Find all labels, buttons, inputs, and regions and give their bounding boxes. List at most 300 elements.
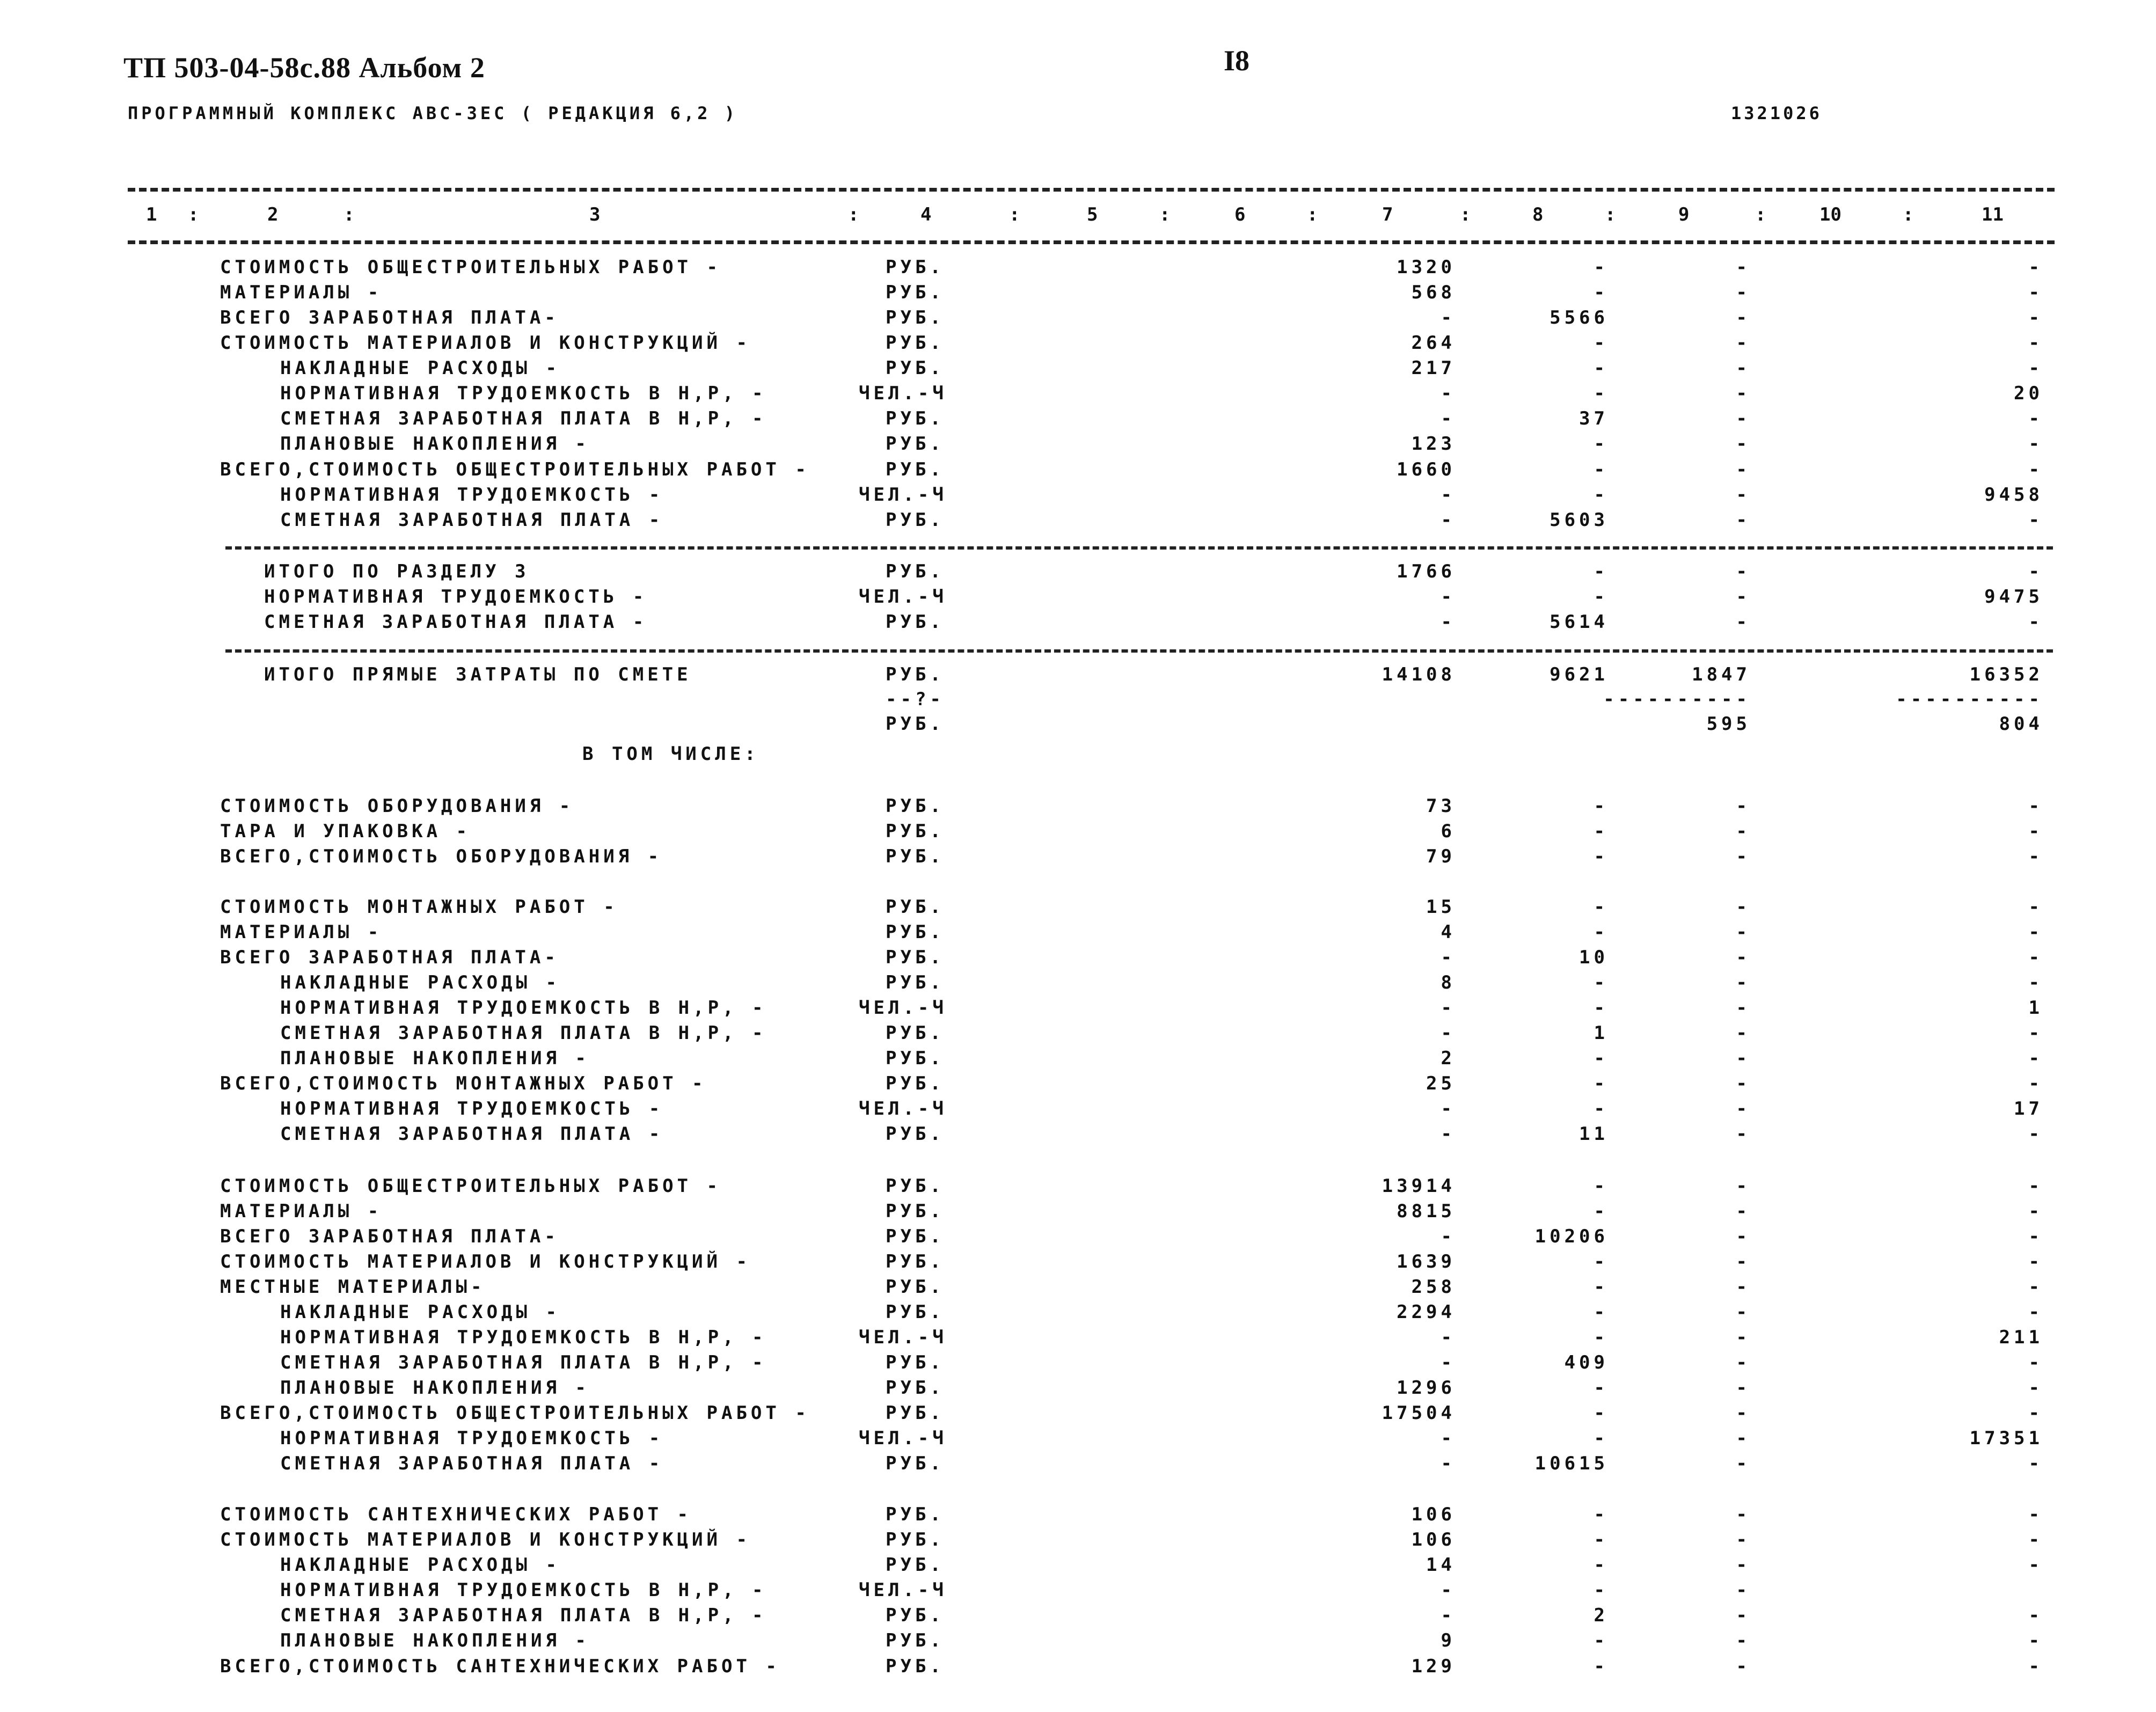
row-description: НАКЛАДНЫЕ РАСХОДЫ - (280, 357, 560, 379)
cell-col9: - (1736, 1554, 1751, 1576)
cell-col7: 13914 (1382, 1175, 1456, 1197)
table-row (0, 1251, 2156, 1276)
row-description: ВСЕГО,СТОИМОСТЬ МОНТАЖНЫХ РАБОТ - (220, 1073, 707, 1094)
col-header-4: 4 (920, 204, 932, 225)
row-unit: РУБ. (886, 1073, 945, 1094)
cell-col8: - (1594, 1630, 1609, 1651)
cell-col8: - (1594, 997, 1609, 1019)
row-unit: РУБ. (886, 1554, 945, 1576)
cell-col7: - (1441, 383, 1456, 404)
cell-col7: 129 (1411, 1656, 1456, 1677)
cell-col7: - (1441, 307, 1456, 328)
cell-col7: - (1441, 1123, 1456, 1145)
row-unit: РУБ. (886, 561, 945, 582)
cell-col7: 1320 (1397, 257, 1456, 278)
cell-col8: 9621 (1550, 664, 1609, 685)
col-header-7: 7 (1382, 204, 1393, 225)
cell-col8: - (1594, 795, 1609, 817)
cell-col11: - (2028, 1201, 2043, 1222)
col-header-5: 5 (1087, 204, 1098, 225)
cell-col11: 804 (1999, 713, 2043, 735)
cell-col11: - (2028, 1453, 2043, 1474)
cell-col9: - (1736, 1123, 1751, 1145)
row-description: МАТЕРИАЛЫ - (220, 921, 383, 943)
row-description: СМЕТНАЯ ЗАРАБОТНАЯ ПЛАТА В Н,Р, - (280, 1352, 767, 1373)
cell-col11: - (2028, 459, 2043, 480)
cell-col7: - (1441, 1098, 1456, 1120)
cell-col9: - (1736, 1022, 1751, 1044)
row-description: СТОИМОСТЬ ОБЩЕСТРОИТЕЛЬНЫХ РАБОТ - (220, 257, 721, 278)
cell-col9: ---------- (1603, 689, 1751, 710)
row-description: СМЕТНАЯ ЗАРАБОТНАЯ ПЛАТА - (280, 1453, 664, 1474)
cell-col7: 8815 (1397, 1201, 1456, 1222)
cell-col8: 409 (1564, 1352, 1609, 1373)
cell-col7: - (1441, 586, 1456, 608)
cell-col7: 123 (1411, 433, 1456, 455)
cell-col9: - (1736, 357, 1751, 379)
table-row (0, 1453, 2156, 1477)
cell-col8: - (1594, 846, 1609, 867)
cell-col9: - (1736, 1453, 1751, 1474)
table-row (0, 1352, 2156, 1377)
cell-col9: - (1736, 1327, 1751, 1348)
col-header-3: 3 (589, 204, 601, 225)
cell-col9: - (1736, 1175, 1751, 1197)
cell-col8: - (1594, 561, 1609, 582)
cell-col9: - (1736, 383, 1751, 404)
cell-col7: 9 (1441, 1630, 1456, 1651)
cell-col7: - (1441, 1453, 1456, 1474)
cell-col9: - (1736, 1656, 1751, 1677)
cell-col8: - (1594, 921, 1609, 943)
cell-col8: 1 (1594, 1022, 1609, 1044)
row-description: НАКЛАДНЫЕ РАСХОДЫ - (280, 1554, 560, 1576)
table-row (0, 1605, 2156, 1629)
cell-col7: 1296 (1397, 1377, 1456, 1399)
cell-col11: - (2028, 1352, 2043, 1373)
cell-col7: - (1441, 1327, 1456, 1348)
cell-col11: - (2028, 896, 2043, 918)
table-row (0, 713, 2156, 738)
cell-col11: 1 (2028, 997, 2043, 1019)
row-unit: РУБ. (886, 1276, 945, 1298)
table-row (0, 1630, 2156, 1655)
table-row (0, 257, 2156, 281)
cell-col8: - (1594, 1554, 1609, 1576)
cell-col7: - (1441, 997, 1456, 1019)
cell-col8: - (1594, 1175, 1609, 1197)
cell-col9: - (1736, 408, 1751, 429)
cell-col9: - (1736, 1352, 1751, 1373)
table-row (0, 1377, 2156, 1402)
cell-col7: 568 (1411, 282, 1456, 303)
cell-col9: - (1736, 561, 1751, 582)
cell-col9: - (1736, 332, 1751, 354)
table-row (0, 1123, 2156, 1148)
cell-col7: - (1441, 1352, 1456, 1373)
cell-col7: - (1441, 484, 1456, 506)
cell-col7: - (1441, 1022, 1456, 1044)
row-unit: РУБ. (886, 332, 945, 354)
table-row (0, 1529, 2156, 1554)
cell-col9: - (1736, 1251, 1751, 1272)
row-unit: ЧЕЛ.-Ч (859, 997, 947, 1019)
row-description: ПЛАНОВЫЕ НАКОПЛЕНИЯ - (280, 1630, 590, 1651)
row-description: СТОИМОСТЬ МАТЕРИАЛОВ И КОНСТРУКЦИЙ - (220, 332, 751, 354)
cell-col11: 17351 (1969, 1428, 2043, 1449)
table-row (0, 997, 2156, 1022)
cell-col11: - (2028, 1656, 2043, 1677)
cell-col9: - (1736, 257, 1751, 278)
row-description: НАКЛАДНЫЕ РАСХОДЫ - (280, 972, 560, 993)
row-unit: РУБ. (886, 1175, 945, 1197)
col-header-11: 11 (1982, 204, 2004, 225)
cell-col9: - (1736, 972, 1751, 993)
row-description: СТОИМОСТЬ САНТЕХНИЧЕСКИХ РАБОТ - (220, 1504, 692, 1525)
cell-col11: 16352 (1969, 664, 2043, 685)
row-unit: РУБ. (886, 1656, 945, 1677)
cell-col11: - (2028, 972, 2043, 993)
cell-col11: - (2028, 795, 2043, 817)
row-description: ИТОГО ПРЯМЫЕ ЗАТРАТЫ ПО СМЕТЕ (264, 664, 692, 685)
cell-col9: - (1736, 1201, 1751, 1222)
row-description: НОРМАТИВНАЯ ТРУДОЕМКОСТЬ - (280, 484, 664, 506)
cell-col7: 217 (1411, 357, 1456, 379)
row-unit: ЧЕЛ.-Ч (859, 1579, 947, 1601)
cell-col11: - (2028, 1276, 2043, 1298)
cell-col11: - (2028, 1504, 2043, 1525)
row-unit: РУБ. (886, 1352, 945, 1373)
row-unit: ЧЕЛ.-Ч (859, 586, 947, 608)
cell-col8: - (1594, 896, 1609, 918)
cell-col8: - (1594, 1579, 1609, 1601)
row-unit: ЧЕЛ.-Ч (859, 1327, 947, 1348)
cell-col9: 595 (1706, 713, 1751, 735)
cell-col8: 5603 (1550, 509, 1609, 531)
row-unit: РУБ. (886, 408, 945, 429)
row-description: СТОИМОСТЬ МАТЕРИАЛОВ И КОНСТРУКЦИЙ - (220, 1251, 751, 1272)
row-description: СТОИМОСТЬ ОБЩЕСТРОИТЕЛЬНЫХ РАБОТ - (220, 1175, 721, 1197)
cell-col8: - (1594, 1402, 1609, 1424)
cell-col7: 1766 (1397, 561, 1456, 582)
col-header-10: 10 (1819, 204, 1841, 225)
cell-col11: ---------- (1896, 689, 2043, 710)
table-row (0, 1022, 2156, 1047)
cell-col7: 2294 (1397, 1301, 1456, 1323)
row-description: ВСЕГО ЗАРАБОТНАЯ ПЛАТА- (220, 1226, 559, 1247)
cell-col9: 1847 (1692, 664, 1751, 685)
cell-col11: - (2028, 1630, 2043, 1651)
cell-col7: 14108 (1382, 664, 1456, 685)
cell-col11: - (2028, 921, 2043, 943)
cell-col11: - (2028, 947, 2043, 968)
cell-col7: 106 (1411, 1504, 1456, 1525)
row-description: НОРМАТИВНАЯ ТРУДОЕМКОСТЬ - (264, 586, 648, 608)
cell-col11: - (2028, 1301, 2043, 1323)
table-row (0, 408, 2156, 433)
cell-col11: - (2028, 821, 2043, 842)
cell-col7: 1660 (1397, 459, 1456, 480)
row-unit: ЧЕЛ.-Ч (859, 1098, 947, 1120)
cell-col9: - (1736, 821, 1751, 842)
cell-col8: 10615 (1534, 1453, 1609, 1474)
cell-col9: - (1736, 1098, 1751, 1120)
row-unit: РУБ. (886, 1630, 945, 1651)
cell-col9: - (1736, 459, 1751, 480)
document-title: ТП 503-04-58с.88 Альбом 2 (123, 52, 485, 84)
table-row (0, 459, 2156, 484)
cell-col11: - (2028, 332, 2043, 354)
cell-col8: 5566 (1550, 307, 1609, 328)
row-unit: ЧЕЛ.-Ч (859, 484, 947, 506)
cell-col8: - (1594, 459, 1609, 480)
cell-col7: - (1441, 1579, 1456, 1601)
cell-col11: - (2028, 1377, 2043, 1399)
cell-col9: - (1736, 1529, 1751, 1550)
cell-col8: - (1594, 1529, 1609, 1550)
row-unit: РУБ. (886, 821, 945, 842)
cell-col9: - (1736, 921, 1751, 943)
table-row (0, 795, 2156, 820)
cell-col9: - (1736, 1630, 1751, 1651)
cell-col11: - (2028, 1554, 2043, 1576)
table-row (0, 1554, 2156, 1579)
cell-col7: - (1441, 509, 1456, 531)
cell-col8: - (1594, 383, 1609, 404)
row-unit: РУБ. (886, 1453, 945, 1474)
cell-col11: - (2028, 257, 2043, 278)
cell-col11: - (2028, 1048, 2043, 1069)
table-row (0, 664, 2156, 689)
cell-col11: - (2028, 433, 2043, 455)
cell-col11: - (2028, 1605, 2043, 1626)
row-description: СТОИМОСТЬ МАТЕРИАЛОВ И КОНСТРУКЦИЙ - (220, 1529, 751, 1550)
table-row (0, 307, 2156, 332)
cell-col9: - (1736, 997, 1751, 1019)
table-row (0, 1402, 2156, 1427)
row-unit: РУБ. (886, 1251, 945, 1272)
cell-col9: - (1736, 1605, 1751, 1626)
row-unit: РУБ. (886, 1377, 945, 1399)
row-description: ПЛАНОВЫЕ НАКОПЛЕНИЯ - (280, 1048, 590, 1069)
cell-col11: - (2028, 846, 2043, 867)
cell-col7: 2 (1441, 1048, 1456, 1069)
table-row (0, 821, 2156, 845)
cell-col8: 5614 (1550, 611, 1609, 633)
cell-col11: - (2028, 1123, 2043, 1145)
cell-col9: - (1736, 307, 1751, 328)
row-description: СМЕТНАЯ ЗАРАБОТНАЯ ПЛАТА - (280, 509, 664, 531)
cell-col11: 211 (1999, 1327, 2043, 1348)
cell-col7: - (1441, 1428, 1456, 1449)
cell-col7: - (1441, 1226, 1456, 1247)
row-unit: РУБ. (886, 611, 945, 633)
row-unit: ЧЕЛ.-Ч (859, 1428, 947, 1449)
table-row (0, 846, 2156, 870)
row-description: СМЕТНАЯ ЗАРАБОТНАЯ ПЛАТА - (264, 611, 648, 633)
cell-col7: 1639 (1397, 1251, 1456, 1272)
row-description: ВСЕГО,СТОИМОСТЬ ОБЩЕСТРОИТЕЛЬНЫХ РАБОТ - (220, 1402, 810, 1424)
table-row (0, 357, 2156, 382)
cell-col7: 6 (1441, 821, 1456, 842)
table-row (0, 1175, 2156, 1200)
cell-col11: 9475 (1984, 586, 2043, 608)
cell-col8: - (1594, 1377, 1609, 1399)
row-unit: РУБ. (886, 921, 945, 943)
row-description: МЕСТНЫЕ МАТЕРИАЛЫ- (220, 1276, 486, 1298)
cell-col11: - (2028, 1022, 2043, 1044)
program-subtitle: ПРОГРАММНЫЙ КОМПЛЕКС АВС-ЗЕС ( РЕДАКЦИЯ 6,2 ) (128, 103, 738, 123)
cell-col9: - (1736, 795, 1751, 817)
cell-col8: - (1594, 1327, 1609, 1348)
table-row (0, 689, 2156, 713)
table-row (0, 1276, 2156, 1301)
row-description: МАТЕРИАЛЫ - (220, 1201, 383, 1222)
row-unit: РУБ. (886, 846, 945, 867)
table-row (0, 332, 2156, 357)
cell-col9: - (1736, 1276, 1751, 1298)
row-unit: РУБ. (886, 1048, 945, 1069)
row-unit: РУБ. (886, 433, 945, 455)
cell-col9: - (1736, 282, 1751, 303)
cell-col7: 73 (1426, 795, 1456, 817)
table-top-rule (128, 188, 2055, 192)
table-row (0, 896, 2156, 921)
cell-col7: 264 (1411, 332, 1456, 354)
cell-col11: 20 (2014, 383, 2043, 404)
header-bottom-rule (128, 240, 2055, 244)
row-description: ПЛАНОВЫЕ НАКОПЛЕНИЯ - (280, 1377, 590, 1399)
cell-col9: - (1736, 1226, 1751, 1247)
row-unit: РУБ. (886, 664, 945, 685)
cell-col11: - (2028, 561, 2043, 582)
table-row (0, 1656, 2156, 1680)
page-number: I8 (1224, 45, 1250, 77)
cell-col11: 9458 (1984, 484, 2043, 506)
cell-col8: 2 (1594, 1605, 1609, 1626)
cell-col11: - (2028, 282, 2043, 303)
row-unit: РУБ. (886, 459, 945, 480)
row-description: ТАРА И УПАКОВКА - (220, 821, 471, 842)
cell-col7: 106 (1411, 1529, 1456, 1550)
table-row (0, 282, 2156, 306)
cell-col9: - (1736, 433, 1751, 455)
row-description: ПЛАНОВЫЕ НАКОПЛЕНИЯ - (280, 433, 590, 455)
table-row (0, 509, 2156, 534)
cell-col11: - (2028, 1073, 2043, 1094)
table-row (0, 561, 2156, 586)
row-unit: РУБ. (886, 1022, 945, 1044)
cell-col11: - (2028, 1226, 2043, 1247)
cell-col7: - (1441, 947, 1456, 968)
cell-col8: - (1594, 586, 1609, 608)
row-description: НОРМАТИВНАЯ ТРУДОЕМКОСТЬ - (280, 1428, 664, 1449)
row-unit: РУБ. (886, 1226, 945, 1247)
row-unit: РУБ. (886, 1529, 945, 1550)
cell-col8: - (1594, 433, 1609, 455)
row-unit: РУБ. (886, 357, 945, 379)
row-unit: РУБ. (886, 1201, 945, 1222)
table-row (0, 611, 2156, 636)
cell-col7: 25 (1426, 1073, 1456, 1094)
row-description: ВСЕГО,СТОИМОСТЬ ОБОРУДОВАНИЯ - (220, 846, 663, 867)
cell-col9: - (1736, 586, 1751, 608)
cell-col11: - (2028, 1529, 2043, 1550)
cell-col8: - (1594, 972, 1609, 993)
document-code: 1321026 (1731, 103, 1822, 123)
row-unit: РУБ. (886, 257, 945, 278)
row-description: СТОИМОСТЬ МОНТАЖНЫХ РАБОТ - (220, 896, 618, 918)
cell-col8: 10 (1579, 947, 1609, 968)
table-row (0, 1301, 2156, 1326)
cell-col8: - (1594, 1073, 1609, 1094)
cell-col8: - (1594, 332, 1609, 354)
row-unit: РУБ. (886, 1605, 945, 1626)
cell-col8: 10206 (1534, 1226, 1609, 1247)
cell-col9: - (1736, 1048, 1751, 1069)
cell-col8: - (1594, 821, 1609, 842)
cell-col8: - (1594, 1301, 1609, 1323)
cell-col11: - (2028, 408, 2043, 429)
row-unit: РУБ. (886, 1301, 945, 1323)
cell-col8: - (1594, 484, 1609, 506)
cell-col8: - (1594, 1251, 1609, 1272)
row-description: ИТОГО ПО РАЗДЕЛУ 3 (264, 561, 530, 582)
row-unit: РУБ. (886, 307, 945, 328)
row-unit: РУБ. (886, 972, 945, 993)
cell-col11: - (2028, 1251, 2043, 1272)
cell-col11: - (2028, 509, 2043, 531)
table-row (0, 586, 2156, 611)
cell-col11: 17 (2014, 1098, 2043, 1120)
row-description: НОРМАТИВНАЯ ТРУДОЕМКОСТЬ В Н,Р, - (280, 383, 767, 404)
cell-col11: - (2028, 1175, 2043, 1197)
table-row (0, 947, 2156, 971)
cell-col7: - (1441, 1605, 1456, 1626)
col-header-2: 2 (267, 204, 279, 225)
cell-col8: - (1594, 1098, 1609, 1120)
cell-col8: - (1594, 282, 1609, 303)
table-row (0, 1073, 2156, 1098)
cell-col11: - (2028, 611, 2043, 633)
row-description: ВСЕГО,СТОИМОСТЬ ОБЩЕСТРОИТЕЛЬНЫХ РАБОТ - (220, 459, 810, 480)
cell-col7: 258 (1411, 1276, 1456, 1298)
row-description: СТОИМОСТЬ ОБОРУДОВАНИЯ - (220, 795, 574, 817)
table-row (0, 1201, 2156, 1225)
cell-col7: 8 (1441, 972, 1456, 993)
cell-col7: 17504 (1382, 1402, 1456, 1424)
table-row (0, 484, 2156, 509)
table-row (0, 921, 2156, 946)
cell-col7: 79 (1426, 846, 1456, 867)
cell-col7: - (1441, 408, 1456, 429)
row-unit: РУБ. (886, 1504, 945, 1525)
cell-col9: - (1736, 1073, 1751, 1094)
row-description: ВСЕГО,СТОИМОСТЬ САНТЕХНИЧЕСКИХ РАБОТ - (220, 1656, 780, 1677)
row-description: НОРМАТИВНАЯ ТРУДОЕМКОСТЬ - (280, 1098, 664, 1120)
col-header-1: 1 (146, 204, 157, 225)
cell-col8: - (1594, 357, 1609, 379)
col-header-9: 9 (1678, 204, 1690, 225)
cell-col8: - (1594, 1048, 1609, 1069)
row-description: ВСЕГО ЗАРАБОТНАЯ ПЛАТА- (220, 307, 559, 328)
cell-col9: - (1736, 846, 1751, 867)
table-row (0, 383, 2156, 407)
row-description: СМЕТНАЯ ЗАРАБОТНАЯ ПЛАТА В Н,Р, - (280, 1605, 767, 1626)
cell-col7: - (1441, 611, 1456, 633)
section-rule (225, 546, 2053, 550)
table-row (0, 1504, 2156, 1528)
